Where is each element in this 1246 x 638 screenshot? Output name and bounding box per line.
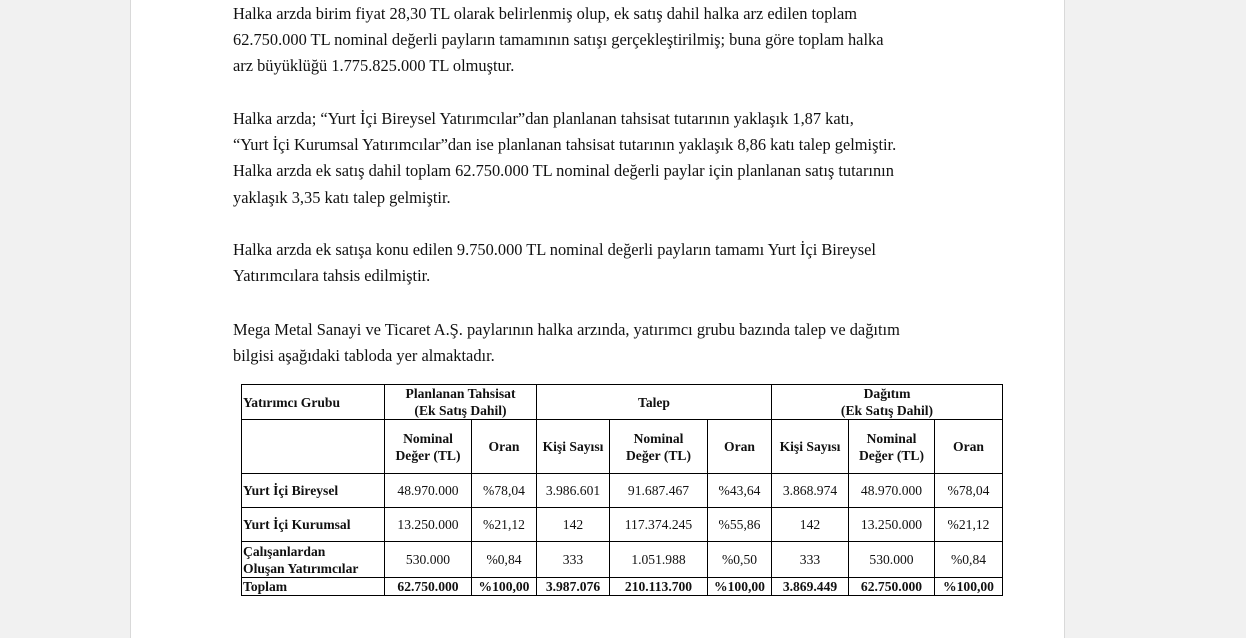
table-cell: 3.986.601	[537, 474, 610, 508]
table-cell: %0,84	[472, 542, 537, 578]
text-line: Mega Metal Sanayi ve Ticaret A.Ş. paylarının halka arzında, yatırımcı grubu bazında talep ve dağıtım	[233, 320, 900, 339]
subheader-nominal	[849, 420, 935, 474]
table-cell: %43,64	[708, 474, 772, 508]
header-investor-group: Yatırımcı Grubu	[242, 385, 385, 420]
header-text: Nominal	[633, 430, 684, 446]
table-cell: %100,00	[472, 578, 537, 596]
table-row	[242, 542, 1003, 578]
table-cell: 142	[772, 508, 849, 542]
header-text: (Ek Satış Dahil)	[414, 403, 507, 418]
table-total-row	[242, 578, 1003, 596]
table-cell: 48.970.000	[385, 474, 472, 508]
text-line: bilgisi aşağıdaki tabloda yer almaktadır.	[233, 346, 495, 366]
paragraph-additional-sale	[233, 237, 970, 289]
table-cell: %100,00	[935, 578, 1003, 596]
table-cell: 117.374.245	[610, 508, 708, 542]
table-cell: 3.987.076	[537, 578, 610, 596]
empty-cell	[242, 420, 385, 474]
table-cell: 3.868.974	[772, 474, 849, 508]
subheader-persons: Kişi Sayısı	[772, 420, 849, 474]
subheader-ratio: Oran	[472, 420, 537, 474]
header-text: Nominal	[866, 430, 917, 446]
table-cell: 48.970.000	[849, 474, 935, 508]
table-cell: 91.687.467	[610, 474, 708, 508]
header-planned-allocation	[385, 385, 537, 420]
row-label-text: Çalışanlardan	[243, 543, 326, 559]
row-label: Yurt İçi Bireysel	[242, 474, 385, 508]
header-text: Dağıtım	[863, 386, 911, 401]
table-cell: 3.869.449	[772, 578, 849, 596]
text-line: Halka arzda ek satışa konu edilen 9.750.000 TL nominal değerli payların tamamı Yurt İçi Bireysel	[233, 240, 876, 259]
table-cell: 13.250.000	[385, 508, 472, 542]
table-cell: 530.000	[385, 542, 472, 578]
table-cell: 142	[537, 508, 610, 542]
header-demand: Talep	[537, 385, 772, 420]
subheader-nominal	[385, 420, 472, 474]
table-cell: %0,84	[935, 542, 1003, 578]
header-text: Nominal	[403, 430, 453, 446]
table-cell: %21,12	[472, 508, 537, 542]
document-page	[130, 0, 1065, 638]
row-label-text: Oluşan Yatırımcılar	[243, 560, 359, 576]
table-cell: 1.051.988	[610, 542, 708, 578]
row-label: Yurt İçi Kurumsal	[242, 508, 385, 542]
table-cell: %0,50	[708, 542, 772, 578]
table-cell: 530.000	[849, 542, 935, 578]
table-cell: 62.750.000	[849, 578, 935, 596]
table-cell: 210.113.700	[610, 578, 708, 596]
header-text: Değer (TL)	[395, 447, 461, 463]
row-label	[242, 542, 385, 578]
paragraph-demand-ratio	[233, 106, 970, 211]
row-label: Toplam	[242, 578, 385, 596]
header-text: Planlanan Tahsisat	[405, 386, 516, 401]
header-text: Değer (TL)	[625, 447, 692, 463]
paragraph-offering-size	[233, 1, 970, 80]
table-row	[242, 474, 1003, 508]
text-line: Halka arzda birim fiyat 28,30 TL olarak belirlenmiş olup, ek satış dahil halka arz edilen toplam	[233, 4, 858, 23]
table-cell: %21,12	[935, 508, 1003, 542]
header-text: (Ek Satış Dahil)	[840, 403, 934, 418]
table-subheader-row	[242, 420, 1003, 474]
subheader-nominal	[610, 420, 708, 474]
text-line: Halka arzda ek satış dahil toplam 62.750.000 TL nominal değerli paylar için planlanan satış tutarının	[233, 161, 894, 181]
table-cell: 333	[537, 542, 610, 578]
table-cell: %78,04	[935, 474, 1003, 508]
text-line: arz büyüklüğü 1.775.825.000 TL olmuştur.	[233, 56, 515, 76]
table-cell: 333	[772, 542, 849, 578]
paragraph-table-intro	[233, 317, 970, 369]
text-line: “Yurt İçi Kurumsal Yatırımcılar”dan ise planlanan tahsisat tutarının yaklaşık 8,86 katı talep gelmiştir.	[233, 135, 897, 155]
subheader-ratio: Oran	[935, 420, 1003, 474]
table-cell: %55,86	[708, 508, 772, 542]
table-cell: %100,00	[708, 578, 772, 596]
subheader-persons: Kişi Sayısı	[537, 420, 610, 474]
header-distribution	[772, 385, 1003, 420]
allocation-table	[241, 384, 1003, 596]
text-line: Yatırımcılara tahsis edilmiştir.	[233, 266, 431, 286]
table-header-row	[242, 385, 1003, 420]
text-line: yaklaşık 3,35 katı talep gelmiştir.	[233, 187, 451, 207]
table-cell: %78,04	[472, 474, 537, 508]
text-line: 62.750.000 TL nominal değerli payların tamamının satışı gerçekleştirilmiş; buna göre toplam halka	[233, 30, 884, 50]
text-line: Halka arzda; “Yurt İçi Bireysel Yatırımcılar”dan planlanan tahsisat tutarının yaklaşık 1,87 katı,	[233, 109, 854, 128]
header-text: Değer (TL)	[858, 447, 925, 463]
table-row	[242, 508, 1003, 542]
table-cell: 13.250.000	[849, 508, 935, 542]
table-cell: 62.750.000	[385, 578, 472, 596]
subheader-ratio: Oran	[708, 420, 772, 474]
